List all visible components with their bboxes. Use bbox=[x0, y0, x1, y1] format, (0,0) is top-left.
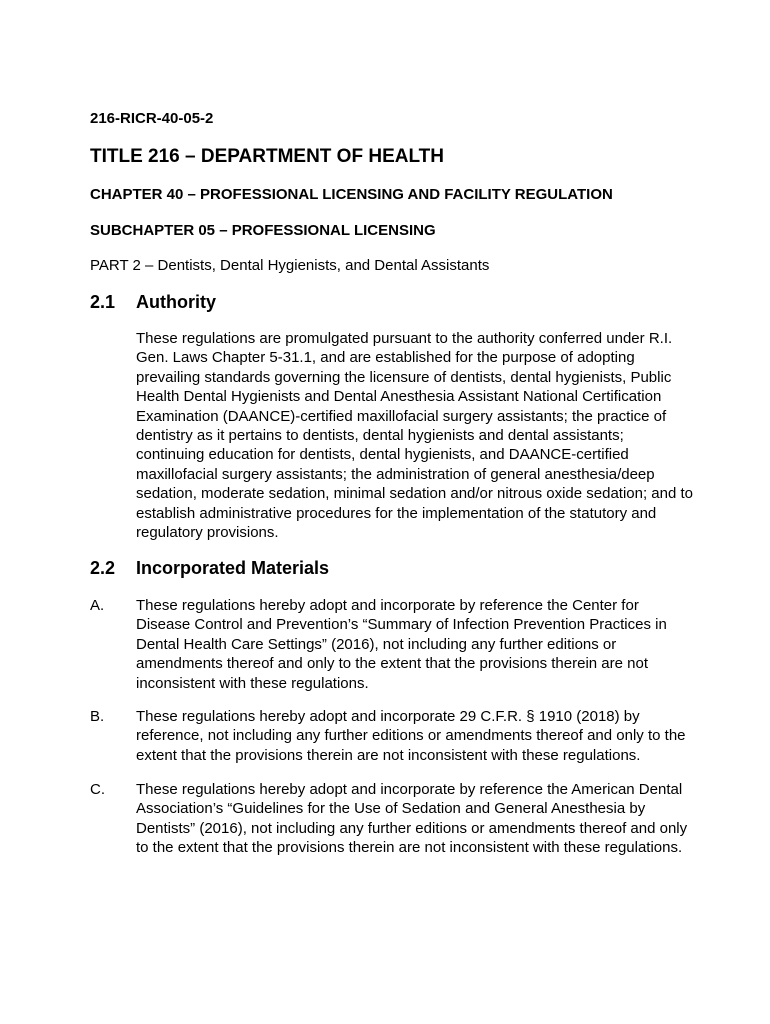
item-letter: B. bbox=[90, 708, 105, 725]
document-id: 216-RICR-40-05-2 bbox=[90, 110, 214, 127]
authority-paragraph: These regulations are promulgated pursuant to the authority conferred under R.I. Gen. Laws Chapter 5-31.1, and are established for the purpose of adopting prevailing standards governing the licensure of dentists, dental hygienists, Public Health Dental Hygienists and Dental Anesthesia Assistant National Certification Examination (DAANCE)-certified maxillofacial surgery assistants; the practice of dentistry as it pertains to dentists, dental hygienists and dental assistants; continuing education for dentists, dental hygienists, and DAANCE-certified maxillofacial surgery assistants; the administration of general anesthesia/deep sedation, moderate sedation, minimal sedation and/or nitrous oxide sedation; and to establish administrative procedures for the implementation of the statutory and regulatory provisions. bbox=[136, 330, 694, 542]
item-text: These regulations hereby adopt and incorporate 29 C.F.R. § 1910 (2018) by reference, not including any further editions or amendments thereof and only to the extent that the provisions therein are not inconsistent with these regulations. bbox=[136, 708, 686, 764]
section-title: Incorporated Materials bbox=[136, 558, 330, 578]
section-number: 2.1 bbox=[90, 292, 116, 312]
section-heading-incorporated-materials bbox=[90, 558, 329, 579]
item-letter: A. bbox=[90, 597, 105, 614]
section-title: Authority bbox=[136, 292, 216, 312]
item-text: These regulations hereby adopt and incorporate by reference the Center for Disease Control and Prevention’s “Summary of Infection Prevention Practices in Dental Health Care Settings” (2016), not including any further editions or amendments thereof and only to the extent that the provisions therein are not inconsistent with these regulations. bbox=[136, 597, 667, 692]
subchapter-heading: SUBCHAPTER 05 – PROFESSIONAL LICENSING bbox=[90, 222, 436, 239]
section-heading-authority bbox=[90, 292, 216, 313]
chapter-heading: CHAPTER 40 – PROFESSIONAL LICENSING AND FACILITY REGULATION bbox=[90, 186, 613, 203]
item-text: These regulations hereby adopt and incorporate by reference the American Dental Association’s “Guidelines for the Use of Sedation and General Anesthesia by Dentists” (2016), not including any further editions or amendments thereof and only to the extent that the provisions therein are not inconsistent with these regulations. bbox=[136, 781, 688, 857]
item-letter: C. bbox=[90, 781, 105, 798]
section-number: 2.2 bbox=[90, 558, 116, 578]
part-heading: PART 2 – Dentists, Dental Hygienists, and Dental Assistants bbox=[90, 257, 490, 274]
document-title: TITLE 216 – DEPARTMENT OF HEALTH bbox=[90, 146, 444, 167]
